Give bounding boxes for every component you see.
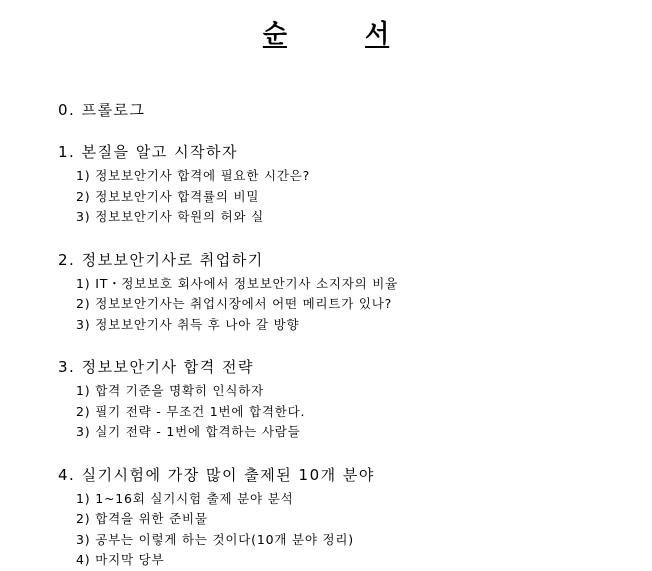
chapter-title: 2. 정보보안기사로 취업하기 — [58, 250, 264, 269]
toc-chapter-3 — [58, 357, 618, 443]
toc-item: 2) 합격을 위한 준비물 — [76, 511, 208, 526]
chapter-title: 1. 본질을 알고 시작하자 — [58, 143, 239, 161]
chapter-title: 4. 실기시험에 가장 많이 출제된 10개 분야 — [58, 465, 375, 484]
chapter-title: 3. 정보보안기사 합격 전략 — [58, 358, 255, 376]
toc-item: 3) 정보보안기사 취득 후 나아 갈 방향 — [76, 316, 300, 332]
chapter-items — [58, 489, 618, 571]
toc-prologue: 0. 프롤로그 — [58, 101, 146, 119]
toc-item: 2) 정보보안기사 합격률의 비밀 — [76, 188, 260, 204]
table-of-contents — [58, 100, 618, 571]
chapter-items — [58, 166, 618, 228]
toc-chapter-1 — [58, 142, 618, 228]
toc-item: 3) 공부는 이렇게 하는 것이다(10개 분야 정리) — [76, 531, 354, 547]
toc-item: 1) IT・정보보호 회사에서 정보보안기사 소지자의 비율 — [76, 275, 399, 291]
toc-item: 4) 마지막 당부 — [76, 552, 165, 567]
toc-item: 3) 실기 전략 - 1번에 합격하는 사람들 — [76, 424, 301, 439]
page-title-char-2: 서 — [365, 19, 390, 48]
chapter-items — [58, 274, 618, 336]
page-title — [0, 14, 652, 50]
chapter-items — [58, 381, 618, 443]
toc-item: 1) 1~16회 실기시험 출제 분야 분석 — [76, 490, 294, 506]
toc-chapter-4 — [58, 465, 618, 571]
toc-item: 1) 정보보안기사 합격에 필요한 시간은? — [76, 168, 311, 183]
page-title-char-1: 순 — [262, 19, 287, 48]
toc-item: 2) 필기 전략 - 무조건 1번에 합격한다. — [76, 403, 306, 419]
toc-item: 3) 정보보안기사 학원의 허와 실 — [76, 209, 265, 224]
toc-item: 1) 합격 기준을 명확히 인식하자 — [76, 383, 265, 398]
toc-chapter-2 — [58, 250, 618, 336]
toc-item: 2) 정보보안기사는 취업시장에서 어떤 메리트가 있나? — [76, 296, 393, 311]
